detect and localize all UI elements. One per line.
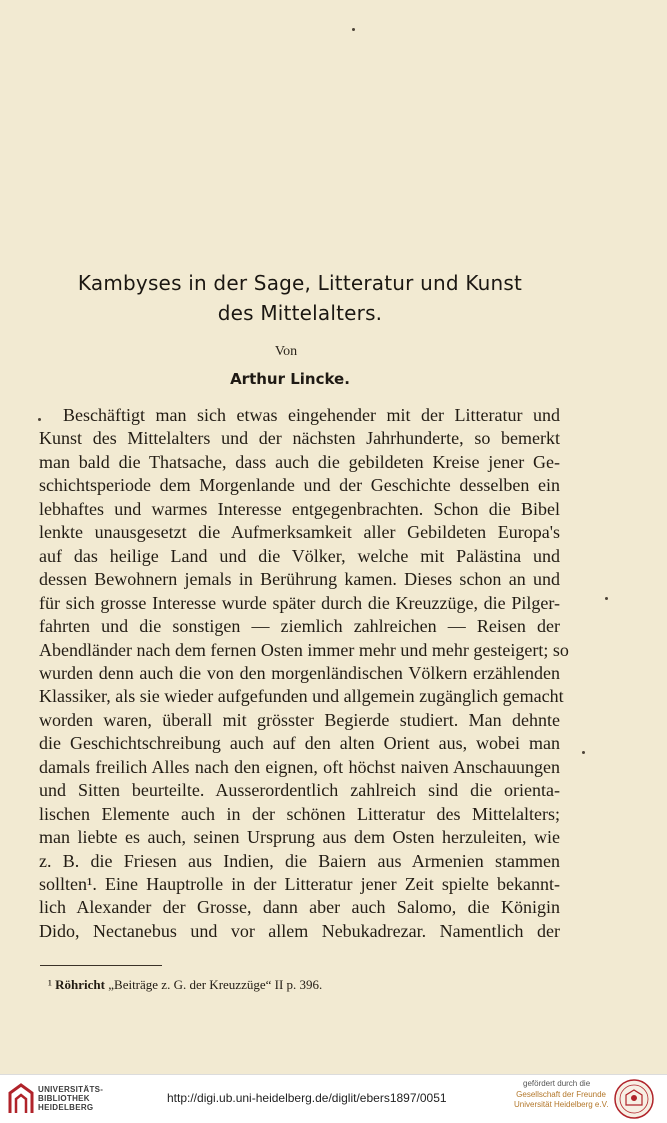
body-text-line: fahrten und die sonstigen — ziemlich zahlreichen — Reisen der <box>39 616 560 637</box>
body-text-line: auf das heilige Land und die Völker, welche mit Palästina und <box>39 545 560 566</box>
viewer-footer <box>0 1074 667 1123</box>
funded-by-label: gefördert durch die <box>523 1079 591 1088</box>
footnote-divider <box>40 965 162 966</box>
body-text-line: schichtsperiode dem Morgenlande und der Geschichte desselben ein <box>39 475 560 496</box>
permalink-url[interactable]: http://digi.ub.uni-heidelberg.de/diglit/ebers1897/0051 <box>167 1091 447 1105</box>
article-title-line-1: Kambyses in der Sage, Litteratur und Kunst <box>77 271 523 295</box>
body-text-line: dessen Bewohnern jemals in Berührung kamen. Dieses schon an und <box>39 569 560 590</box>
body-text-line: lischen Elemente auch in der schönen Litteratur des Mittelalters; <box>39 803 560 824</box>
library-name-line: BIBLIOTHEK <box>38 1094 90 1103</box>
footnote <box>48 977 322 993</box>
body-text-line: sollten¹. Eine Hauptrolle in der Litteratur jener Zeit spielte bekannt- <box>39 874 560 894</box>
footnote-author: Röhricht <box>55 977 105 992</box>
body-text-line: z. B. die Friesen aus Indien, die Baiern aus Armenien stammen <box>39 850 560 871</box>
body-text-line: lich Alexander der Grosse, dann aber auch Salomo, die Königin <box>39 897 560 918</box>
body-text-line: Klassiker, als sie wieder aufgefunden und allgemein zugänglich gemacht <box>39 686 564 707</box>
body-text-line: für sich grosse Interesse wurde später durch die Kreuzzüge, die Pilger- <box>39 592 560 613</box>
library-name[interactable] <box>38 1085 103 1112</box>
body-text-line: die Geschichtschreibung auch auf den alten Orient aus, wobei man <box>39 733 560 754</box>
scan-speck <box>38 418 41 421</box>
footnote-marker: ¹ <box>48 977 52 992</box>
sponsor-line: Gesellschaft der Freunde <box>516 1090 606 1099</box>
university-seal-icon <box>614 1079 654 1119</box>
sponsor-name[interactable] <box>514 1090 609 1110</box>
body-text-line: lenkte unausgesetzt die Aufmerksamkeit aller Gebildeten Europa's <box>39 522 560 543</box>
body-text-line: Beschäftigt man sich etwas eingehender mit der Litteratur und <box>63 405 560 425</box>
body-text-line: man liebte es auch, seinen Ursprung aus dem Osten herzuleiten, wie <box>39 827 560 848</box>
byline-von: Von <box>274 344 298 359</box>
body-text-line: Abendländer nach dem fernen Osten immer mehr und mehr gesteigert; so <box>39 639 569 660</box>
sponsor-line: Universität Heidelberg e.V. <box>514 1100 609 1109</box>
body-text-line: Dido, Nectanebus und vor allem Nebukadrezar. Namentlich der <box>39 920 560 941</box>
library-name-line: UNIVERSITÄTS- <box>38 1085 104 1094</box>
scan-speck <box>582 751 585 754</box>
article-title-line-2: des Mittelalters. <box>217 301 383 325</box>
body-text-line: wurden denn auch die von den morgenländischen Völkern erzählenden <box>39 662 560 683</box>
body-text-line: Kunst des Mittelalters und der nächsten Jahrhunderte, so bemerkt <box>39 428 560 449</box>
footnote-text: „Beiträge z. G. der Kreuzzüge“ II p. 396. <box>108 977 323 992</box>
library-logo-icon <box>8 1083 34 1115</box>
scan-speck <box>605 597 608 600</box>
body-text-line: worden waren, überall mit grösster Begierde studiert. Man dehnte <box>39 709 560 730</box>
body-text-line: damals freilich Alles nach den eignen, oft höchst naiven Anschauungen <box>39 756 560 777</box>
scan-speck <box>352 28 355 31</box>
body-text-line: lebhaftes und warmes Interesse entgegenbrachten. Schon die Bibel <box>39 498 560 519</box>
library-name-line: HEIDELBERG <box>38 1103 94 1112</box>
body-text-line: und Sitten beurteilte. Ausserordentlich zahlreich sind die orienta- <box>39 780 560 801</box>
body-text-line: man bald die Thatsache, dass auch die gebildeten Kreise jener Ge- <box>39 451 560 472</box>
author-name: Arthur Lincke. <box>230 370 350 388</box>
